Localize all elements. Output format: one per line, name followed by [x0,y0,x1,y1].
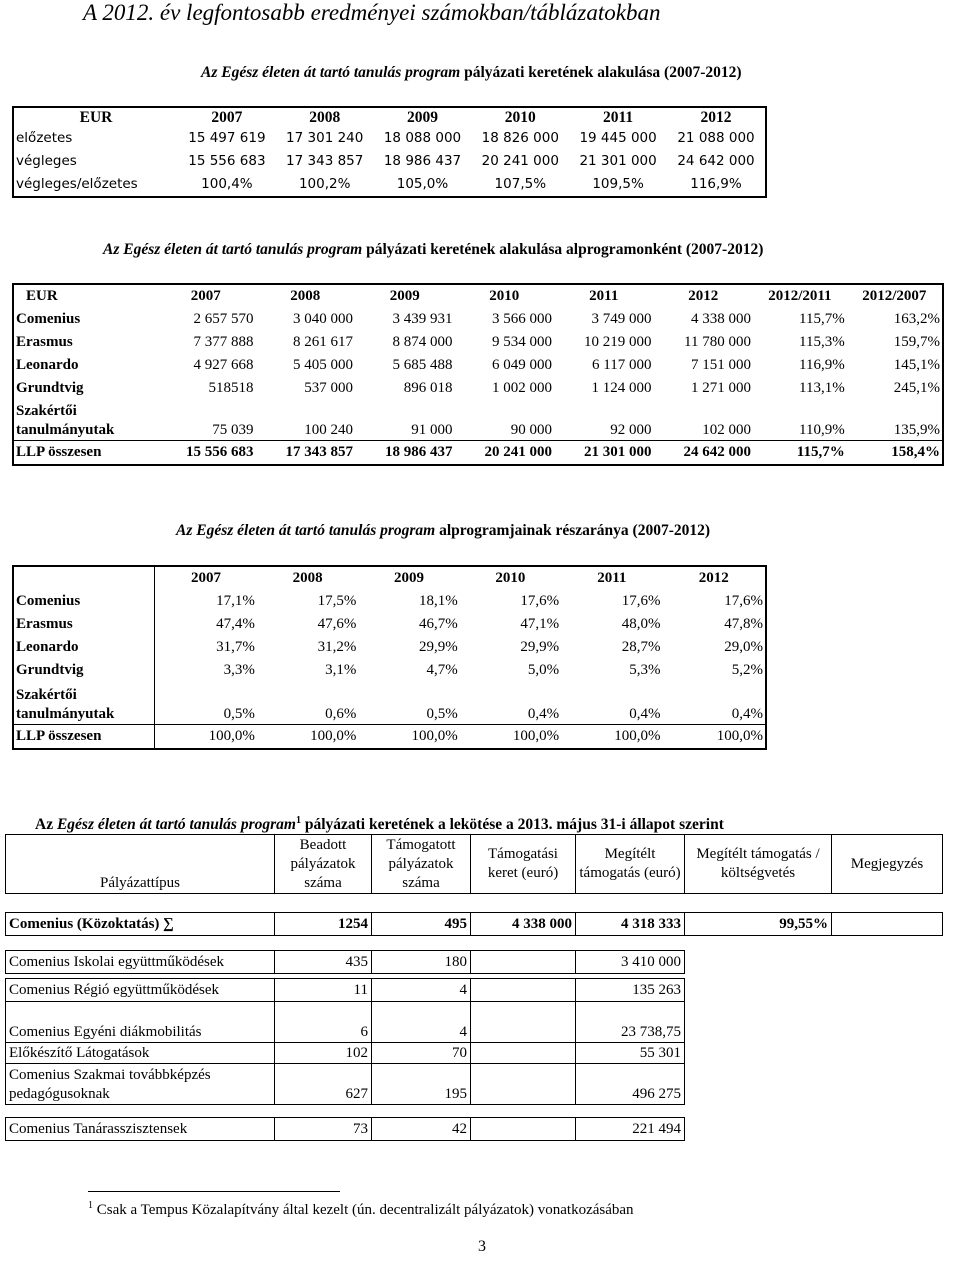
row-label: Szakértői tanulmányutak [13,682,155,725]
cell: 23 738,75 [576,1002,685,1043]
table2-header: 2010 [489,288,520,304]
table4-header: Megítélt támogatás (euró) [576,835,685,894]
table2-header: 2012 [688,288,719,304]
cell: 15 497 619 [188,130,266,146]
cell [471,1002,576,1043]
cell: 221 494 [576,1118,685,1141]
cell: 627 [275,1064,372,1105]
cell: 116,9% [799,357,845,373]
cell [832,979,943,1002]
cell: 47,4% [216,616,255,632]
table1-header: 2007 [211,109,243,126]
cell: 496 275 [576,1064,685,1105]
cell: 3 410 000 [576,951,685,974]
cell: 9 534 000 [492,334,552,350]
cell: 1 124 000 [591,380,652,396]
cell: 0,4% [629,706,661,722]
cell: 17,6% [621,593,661,609]
cell [685,979,832,1002]
cell: 18 986 437 [383,153,462,169]
cell: 3 040 000 [293,311,353,327]
cell: 0,4% [527,706,560,722]
cell [471,1064,576,1105]
table4-header: Megjegyzés [832,835,943,894]
table3-header: 2009 [394,570,425,586]
cell: 135,9% [893,422,940,438]
table-row [13,590,766,613]
cell [832,1002,943,1043]
table1 [12,106,767,198]
row-label: Comenius Egyéni diákmobilitás [6,1002,275,1043]
table2 [12,283,944,466]
table3-header-row [13,566,766,590]
cell: 163,2% [893,311,940,327]
table-row [6,979,943,1002]
cell: 99,55% [685,913,832,936]
cell: 1 271 000 [691,380,751,396]
cell: 195 [372,1064,471,1105]
table4-header: Pályázattípus [6,835,275,894]
cell: 537 000 [304,380,353,396]
cell: 21 301 000 [579,153,657,169]
cell: 92 000 [610,422,652,438]
cell: 100,0% [561,725,662,750]
cell: 5 405 000 [293,357,353,373]
cell: 100,0% [155,725,257,750]
table3-title: Az Egész életen át tartó tanulás program alprogramjainak részaránya (2007-2012) [176,522,711,539]
table-row [13,441,943,466]
cell: 5,2% [731,662,763,678]
cell: 102 000 [702,422,751,438]
cell: 158,4% [847,441,943,466]
table4-header: Támogatott pályázatok száma [372,835,471,894]
cell: 100,0% [460,725,561,750]
footnote: $^1$ Csak a Tempus Közalapítvány által kezelt (ún. decentralizált pályázatok) vonatkozásában [88,1200,634,1218]
table3-header: 2008 [292,570,323,586]
cell: 4 338 000 [471,913,576,936]
table2-header: 2012/2007 [862,288,927,304]
cell: 109,5% [592,176,644,192]
row-label: Comenius Régió együttműködések [6,979,275,1002]
cell: 15 556 683 [188,153,266,169]
cell: 18 826 000 [481,130,559,146]
cell: 135 263 [576,979,685,1002]
row-label: LLP összesen [13,725,155,750]
cell: 5,0% [527,662,560,678]
cell: 0,6% [325,706,357,722]
table1-title: Az Egész életen át tartó tanulás program pályázati keretének alakulása (2007-2012) [201,64,742,81]
cell: 159,7% [893,334,940,350]
cell: 7 151 000 [691,357,751,373]
cell: 100 240 [304,422,353,438]
cell: 100,0% [358,725,459,750]
cell: 896 018 [403,380,453,396]
table1-header-row [13,107,766,127]
cell: 17 301 240 [286,130,364,146]
cell: 4,7% [426,662,458,678]
cell: 18 986 437 [355,441,455,466]
row-label: Leonardo [16,357,79,373]
cell: 107,5% [494,176,547,192]
cell: 29,0% [724,639,763,655]
cell: 4 [372,1002,471,1043]
cell: 110,9% [799,422,845,438]
table2-header: 2008 [290,288,321,304]
cell: 17,5% [317,593,357,609]
cell: 145,1% [893,357,940,373]
cell: 73 [275,1118,372,1141]
table4-header-row [6,835,943,894]
footnote-divider [88,1191,340,1192]
table-row [13,377,943,400]
cell: 3,3% [223,662,255,678]
cell: 518518 [208,380,254,396]
cell: 3 439 931 [392,311,453,327]
cell: 31,2% [317,639,357,655]
cell: 31,7% [216,639,255,655]
row-label: Comenius Szakmai továbbképzés pedagógusoknak [6,1064,275,1105]
cell: 3,1% [325,662,357,678]
cell: 4 [372,979,471,1002]
table1-header: EUR [79,109,113,126]
cell: 28,7% [621,639,661,655]
cell: 5 685 488 [392,357,453,373]
table-row [13,613,766,636]
table3-header: 2010 [495,570,526,586]
cell: 115,7% [753,441,847,466]
table2-header: 2009 [389,288,420,304]
cell: 105,0% [396,176,449,192]
cell: 3 566 000 [492,311,552,327]
cell: 70 [372,1043,471,1064]
row-label: Comenius [16,311,81,327]
row-label: előzetes [16,130,73,146]
table-row [6,951,943,974]
cell [832,951,943,974]
cell: 8 874 000 [392,334,453,350]
cell: 18 088 000 [383,130,462,146]
cell: 4 927 668 [193,357,254,373]
cell: 21 088 000 [677,130,755,146]
cell: 48,0% [621,616,661,632]
table-row [6,1002,943,1043]
cell: 3 749 000 [591,311,652,327]
row-label: végleges [16,153,77,169]
row-label: Comenius Iskolai együttműködések [6,951,275,974]
table4-summary-row [6,913,943,936]
row-label: Szakértői tanulmányutak [16,403,115,438]
cell [471,1043,576,1064]
cell: 6 117 000 [592,357,652,373]
table2-header: EUR [26,288,58,304]
cell: 17,1% [216,593,255,609]
table-row [13,308,943,331]
table-row [6,1064,943,1105]
cell: 29,9% [520,639,560,655]
table3-header: 2011 [597,570,627,586]
cell: 1254 [275,913,372,936]
cell: 29,9% [418,639,458,655]
cell: 20 241 000 [455,441,555,466]
table-row [13,636,766,659]
cell [685,1002,832,1043]
cell: 0,5% [223,706,255,722]
cell: 7 377 888 [193,334,254,350]
cell: 24 642 000 [654,441,754,466]
page-number: 3 [478,1238,486,1255]
row-label: végleges/előzetes [16,176,138,192]
cell: 0,4% [731,706,763,722]
table3-header [13,566,155,590]
table-row [13,331,943,354]
cell: 17 343 857 [286,153,364,169]
cell: 11 [275,979,372,1002]
cell: 100,4% [201,176,253,192]
table3-header: 2012 [698,570,729,586]
table3-header: 2007 [190,570,221,586]
cell [832,1118,943,1141]
row-label: Grundtvig [13,659,155,682]
cell: 245,1% [893,380,940,396]
row-label: Grundtvig [16,380,84,396]
cell [471,1118,576,1141]
row-label: Comenius (Közoktatás) ∑ [6,913,275,936]
cell: 100,0% [257,725,358,750]
cell [685,1043,832,1064]
table1-header: 2012 [700,109,732,126]
cell: 113,1% [799,380,845,396]
cell: 435 [275,951,372,974]
cell: 116,9% [690,176,742,192]
table3 [12,565,767,750]
cell: 19 445 000 [579,130,657,146]
cell: 100,0% [663,725,766,750]
cell: 47,8% [724,616,763,632]
table2-header: 2012/2011 [768,288,832,304]
cell: 115,3% [799,334,845,350]
table-row [13,354,943,377]
cell: 10 219 000 [584,334,652,350]
cell: 6 [275,1002,372,1043]
table1-header: 2010 [504,109,536,126]
cell: 46,7% [418,616,458,632]
row-label: LLP összesen [13,441,156,466]
table4 [5,834,943,1141]
row-label: Comenius Tanárasszisztensek [6,1118,275,1141]
cell: 15 556 683 [156,441,256,466]
cell [832,1064,943,1105]
table-row [13,150,766,173]
cell [832,1043,943,1064]
cell: 18,1% [418,593,458,609]
cell [685,1064,832,1105]
row-label: Előkészítő Látogatások [6,1043,275,1064]
row-label: Leonardo [13,636,155,659]
cell: 17,6% [724,593,763,609]
table-row [13,173,766,197]
table4-header: Megítélt támogatás / költségvetés [685,835,832,894]
table4-header: Támogatási keret (euró) [471,835,576,894]
cell: 17,6% [520,593,560,609]
cell: 75 039 [212,422,254,438]
cell: 0,5% [426,706,458,722]
cell: 47,1% [520,616,560,632]
cell: 11 780 000 [684,334,751,350]
cell: 4 338 000 [691,311,751,327]
table-row [6,1043,943,1064]
table4-header: Beadott pályázatok száma [275,835,372,894]
cell: 2 657 570 [193,311,254,327]
table-row [13,725,766,750]
table2-header: 2007 [190,288,221,304]
cell [471,979,576,1002]
cell: 21 301 000 [554,441,654,466]
cell: 24 642 000 [677,153,755,169]
row-label: Erasmus [16,334,73,350]
cell: 5,3% [629,662,661,678]
cell: 90 000 [510,422,552,438]
cell: 6 049 000 [492,357,552,373]
table1-header: 2009 [406,109,438,126]
table4-title: Az Egész életen át tartó tanulás program$^1$ pályázati keretének a lekötése a 2013. május 31-i állapot szerint [35,815,724,834]
cell: 8 261 617 [293,334,353,350]
cell: 4 318 333 [576,913,685,936]
cell [832,913,943,936]
cell: 495 [372,913,471,936]
cell: 47,6% [317,616,357,632]
table-row [13,400,943,441]
table2-header: 2011 [589,288,619,304]
table2-title: Az Egész életen át tartó tanulás program pályázati keretének alakulása alprogramonként (2007-2012) [103,241,764,258]
cell: 55 301 [576,1043,685,1064]
table-row [13,659,766,682]
cell: 91 000 [411,422,453,438]
cell: 100,2% [298,176,351,192]
cell [685,1118,832,1141]
cell: 1 002 000 [492,380,552,396]
cell: 42 [372,1118,471,1141]
table-row [13,682,766,725]
table1-header: 2011 [603,109,634,126]
row-label: Erasmus [13,613,155,636]
table1-header: 2008 [309,109,341,126]
table2-header-row [13,284,943,308]
cell [685,951,832,974]
cell: 115,7% [799,311,845,327]
cell: 20 241 000 [481,153,559,169]
table-row [13,127,766,150]
table-row [6,1118,943,1141]
row-label: Comenius [13,590,155,613]
cell: 17 343 857 [256,441,356,466]
cell: 102 [275,1043,372,1064]
cell [471,951,576,974]
page-heading: A 2012. év legfontosabb eredményei számokban/táblázatokban [83,0,661,25]
cell: 180 [372,951,471,974]
